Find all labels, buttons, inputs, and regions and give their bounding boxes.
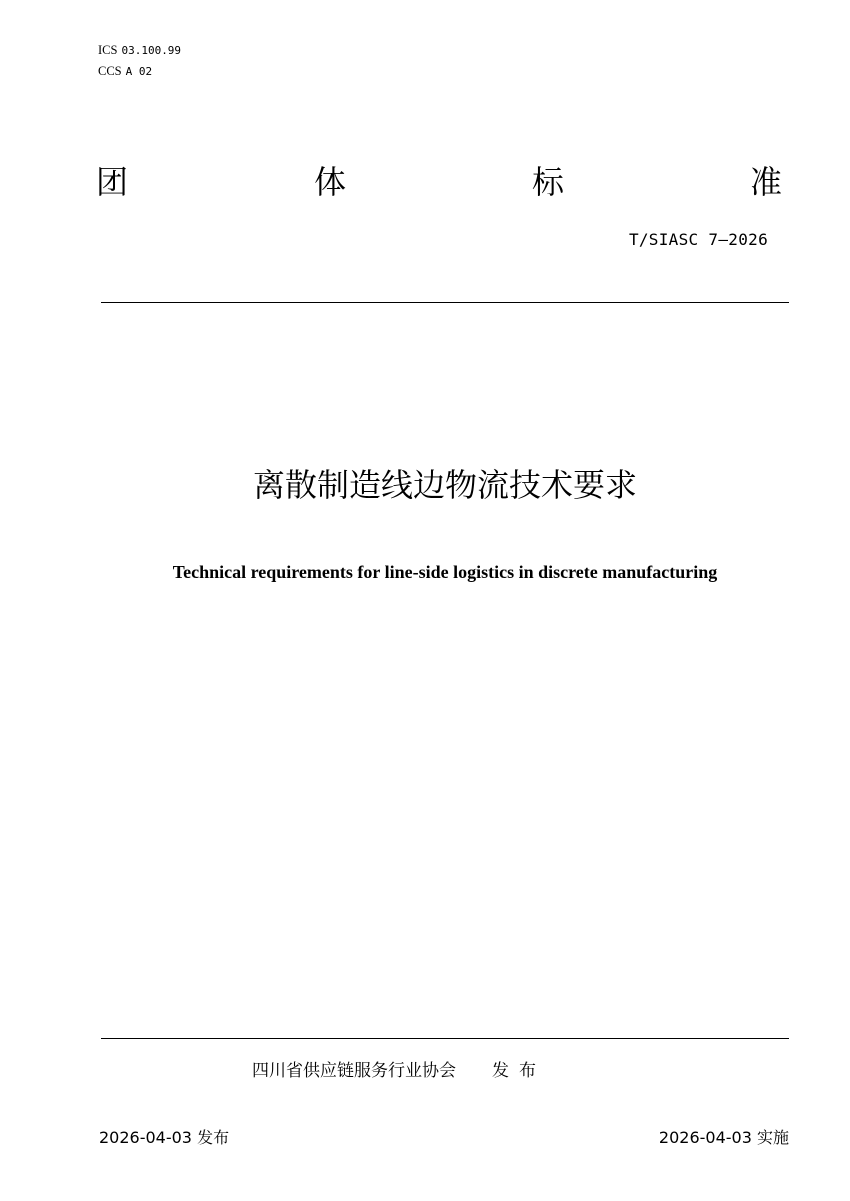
bottom-divider [101, 1038, 789, 1039]
standard-type-char: 标 [531, 163, 564, 201]
implementation-label: 实施 [756, 1128, 789, 1147]
ics-label: ICS [98, 43, 118, 57]
standard-type-char: 团 [96, 163, 129, 201]
issue-date: 2026-04-03 [99, 1128, 192, 1147]
standard-type-char: 准 [749, 163, 782, 201]
ccs-code: A 02 [125, 65, 153, 78]
standard-type-char: 体 [313, 163, 346, 201]
publisher-line [252, 1058, 546, 1084]
issue-date-line [99, 1126, 229, 1150]
issue-label: 发布 [197, 1128, 230, 1147]
ccs-label: CCS [98, 64, 122, 78]
title-chinese: 离散制造线边物流技术要求 [252, 466, 637, 504]
top-divider [101, 302, 789, 303]
ccs-line [98, 61, 181, 82]
implementation-date-line [659, 1126, 789, 1150]
standard-number: T/SIASC 7—2026 [628, 230, 768, 249]
publisher-action: 发布 [492, 1061, 546, 1081]
classification-codes [98, 40, 181, 82]
publisher-name: 四川省供应链服务行业协会 [252, 1061, 456, 1081]
title-english: Technical requirements for line-side logistics in discrete manufacturing [172, 562, 718, 582]
standard-type-heading [96, 160, 782, 204]
ics-code: 03.100.99 [121, 44, 182, 57]
ics-line [98, 40, 181, 61]
implementation-date: 2026-04-03 [658, 1128, 752, 1147]
